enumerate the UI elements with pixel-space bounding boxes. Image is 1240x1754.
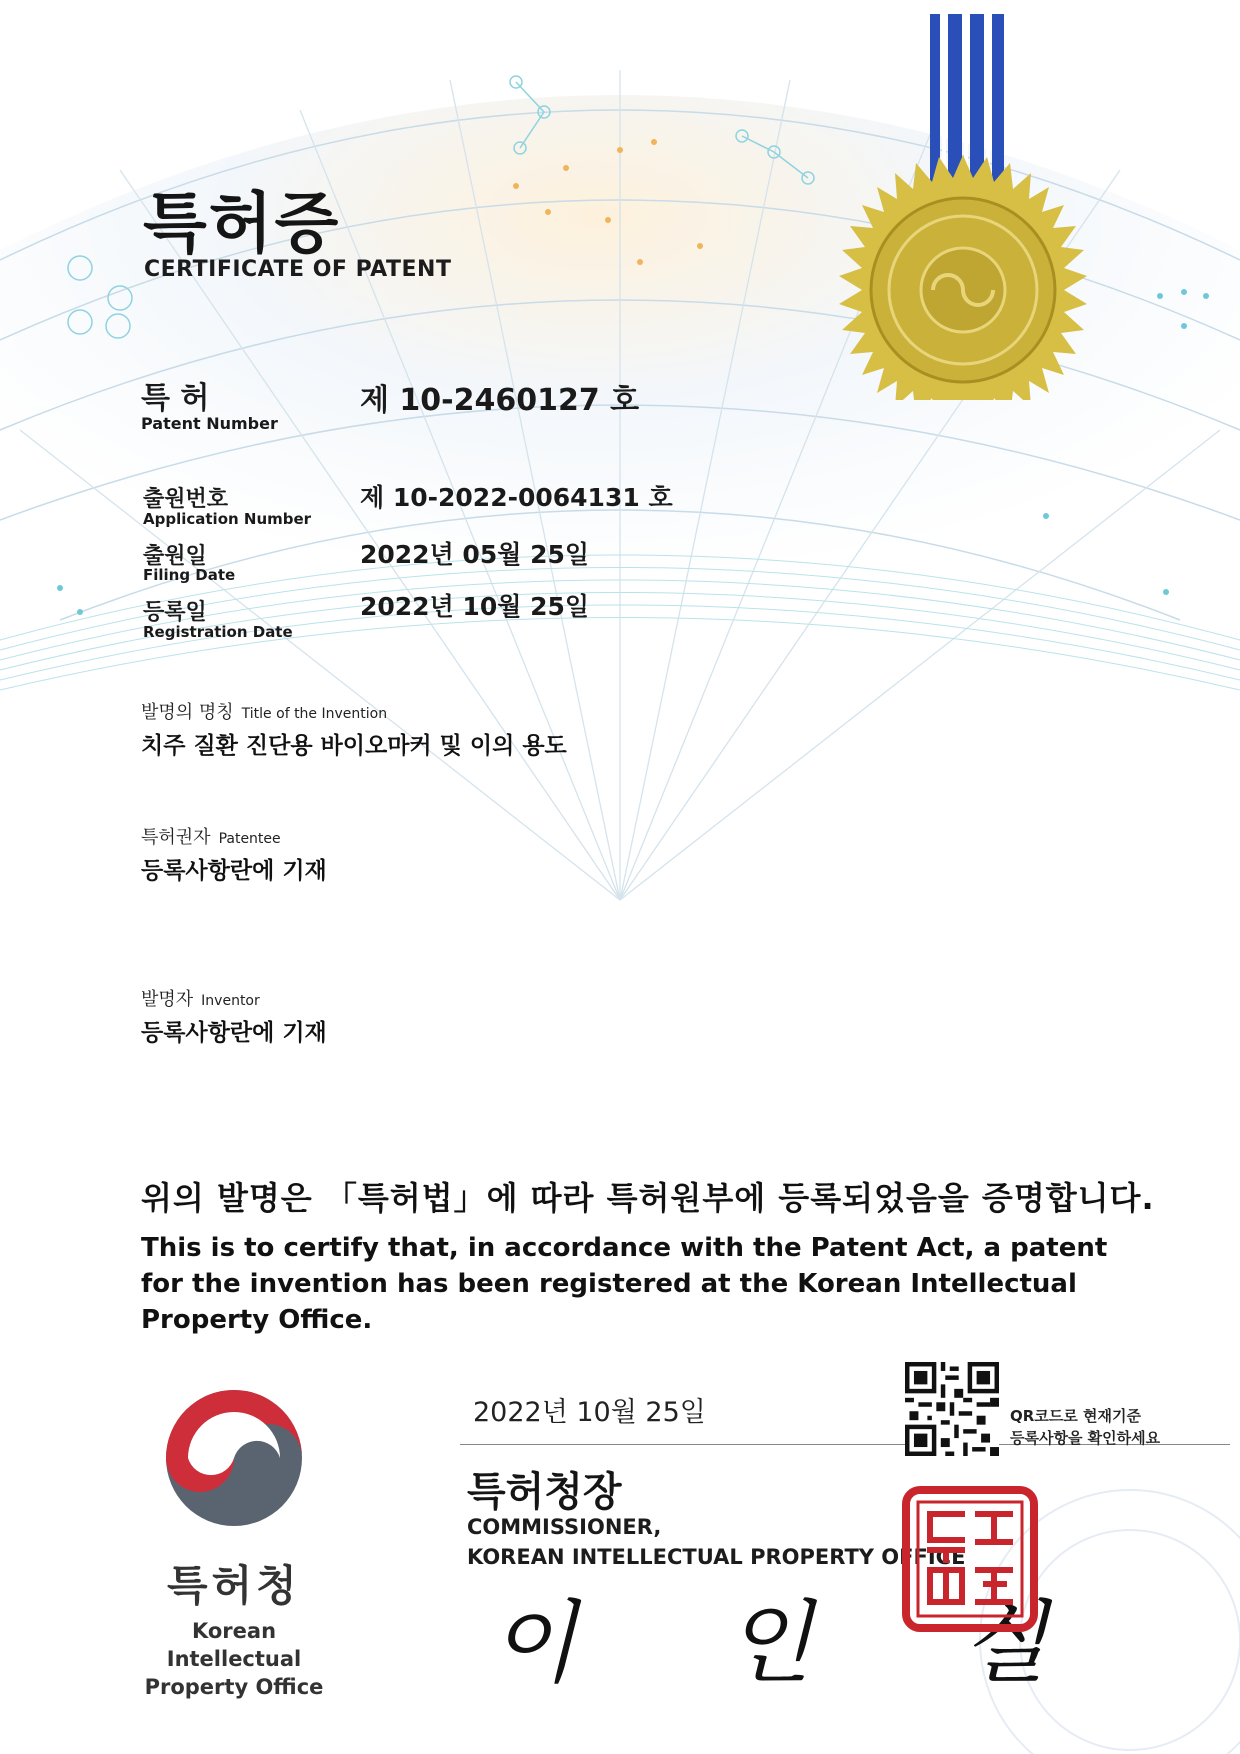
kipo-name-en	[134, 1617, 334, 1701]
certification-statement-en: This is to certify that, in accordance with the Patent Act, a patent for the invention has been registered at the Korean Intellectual Property Office.	[141, 1233, 1108, 1335]
inventor-value: 등록사항란에 기재	[141, 1020, 327, 1046]
kipo-logo-icon	[164, 1388, 304, 1528]
patent-number-label-en: Patent Number	[141, 414, 278, 433]
registration-date-label-kr: 등록일	[143, 600, 207, 625]
commissioner-title-en-line1: COMMISSIONER,	[467, 1515, 662, 1539]
qr-code-icon[interactable]	[905, 1362, 999, 1456]
commissioner-title-kr: 특허청장	[467, 1469, 622, 1515]
patent-number-value: 제 10-2460127 호	[360, 383, 640, 418]
qr-instruction-line1: QR코드로 현재기준	[1010, 1407, 1141, 1425]
registration-date-value: 2022년 10월 25일	[360, 592, 590, 621]
qr-instruction	[1010, 1405, 1160, 1449]
inventor-label-kr: 발명자	[141, 989, 194, 1010]
gold-seal-medal	[830, 0, 1130, 400]
commissioner-title-en	[467, 1512, 965, 1572]
invention-title-value: 치주 질환 진단용 바이오마커 및 이의 용도	[141, 733, 567, 759]
commissioner-title-en-line2: KOREAN INTELLECTUAL PROPERTY OFFICE	[467, 1545, 966, 1569]
patent-number-label-kr: 특 허	[141, 381, 210, 416]
inventor-label	[141, 985, 260, 1011]
patentee-label-kr: 특허권자	[141, 827, 211, 848]
invention-title-label	[141, 698, 387, 724]
certificate-title-kr: 특허증	[143, 185, 341, 262]
invention-title-label-en: Title of the Invention	[241, 706, 388, 722]
inventor-label-en: Inventor	[201, 993, 260, 1009]
application-number-label-en: Application Number	[143, 510, 312, 528]
kipo-name-en-line1: Korean Intellectual	[166, 1619, 302, 1671]
official-red-stamp	[900, 1484, 1040, 1634]
certificate-title-en: CERTIFICATE OF PATENT	[144, 257, 452, 282]
invention-title-label-kr: 발명의 명칭	[141, 702, 234, 723]
issue-date: 2022년 10월 25일	[473, 1397, 706, 1428]
kipo-name-kr: 특허청	[167, 1561, 301, 1610]
patentee-label-en: Patentee	[218, 831, 281, 847]
kipo-name-en-line2: Property Office	[144, 1675, 324, 1699]
certification-statement-kr: 위의 발명은 「특허법」에 따라 특허원부에 등록되었음을 증명합니다.	[141, 1179, 1155, 1217]
handwritten-signature: 이 인 실	[490, 1591, 1109, 1696]
registration-date-label-en: Registration Date	[143, 623, 293, 641]
filing-date-label-en: Filing Date	[143, 566, 236, 584]
filing-date-value: 2022년 05월 25일	[360, 540, 590, 569]
patentee-label	[141, 823, 281, 849]
filing-date-label-kr: 출원일	[143, 544, 207, 569]
application-number-label-kr: 출원번호	[143, 487, 229, 512]
application-number-value: 제 10-2022-0064131 호	[360, 483, 673, 512]
patentee-value: 등록사항란에 기재	[141, 858, 327, 884]
qr-instruction-line2: 등록사항을 확인하세요	[1010, 1429, 1161, 1447]
